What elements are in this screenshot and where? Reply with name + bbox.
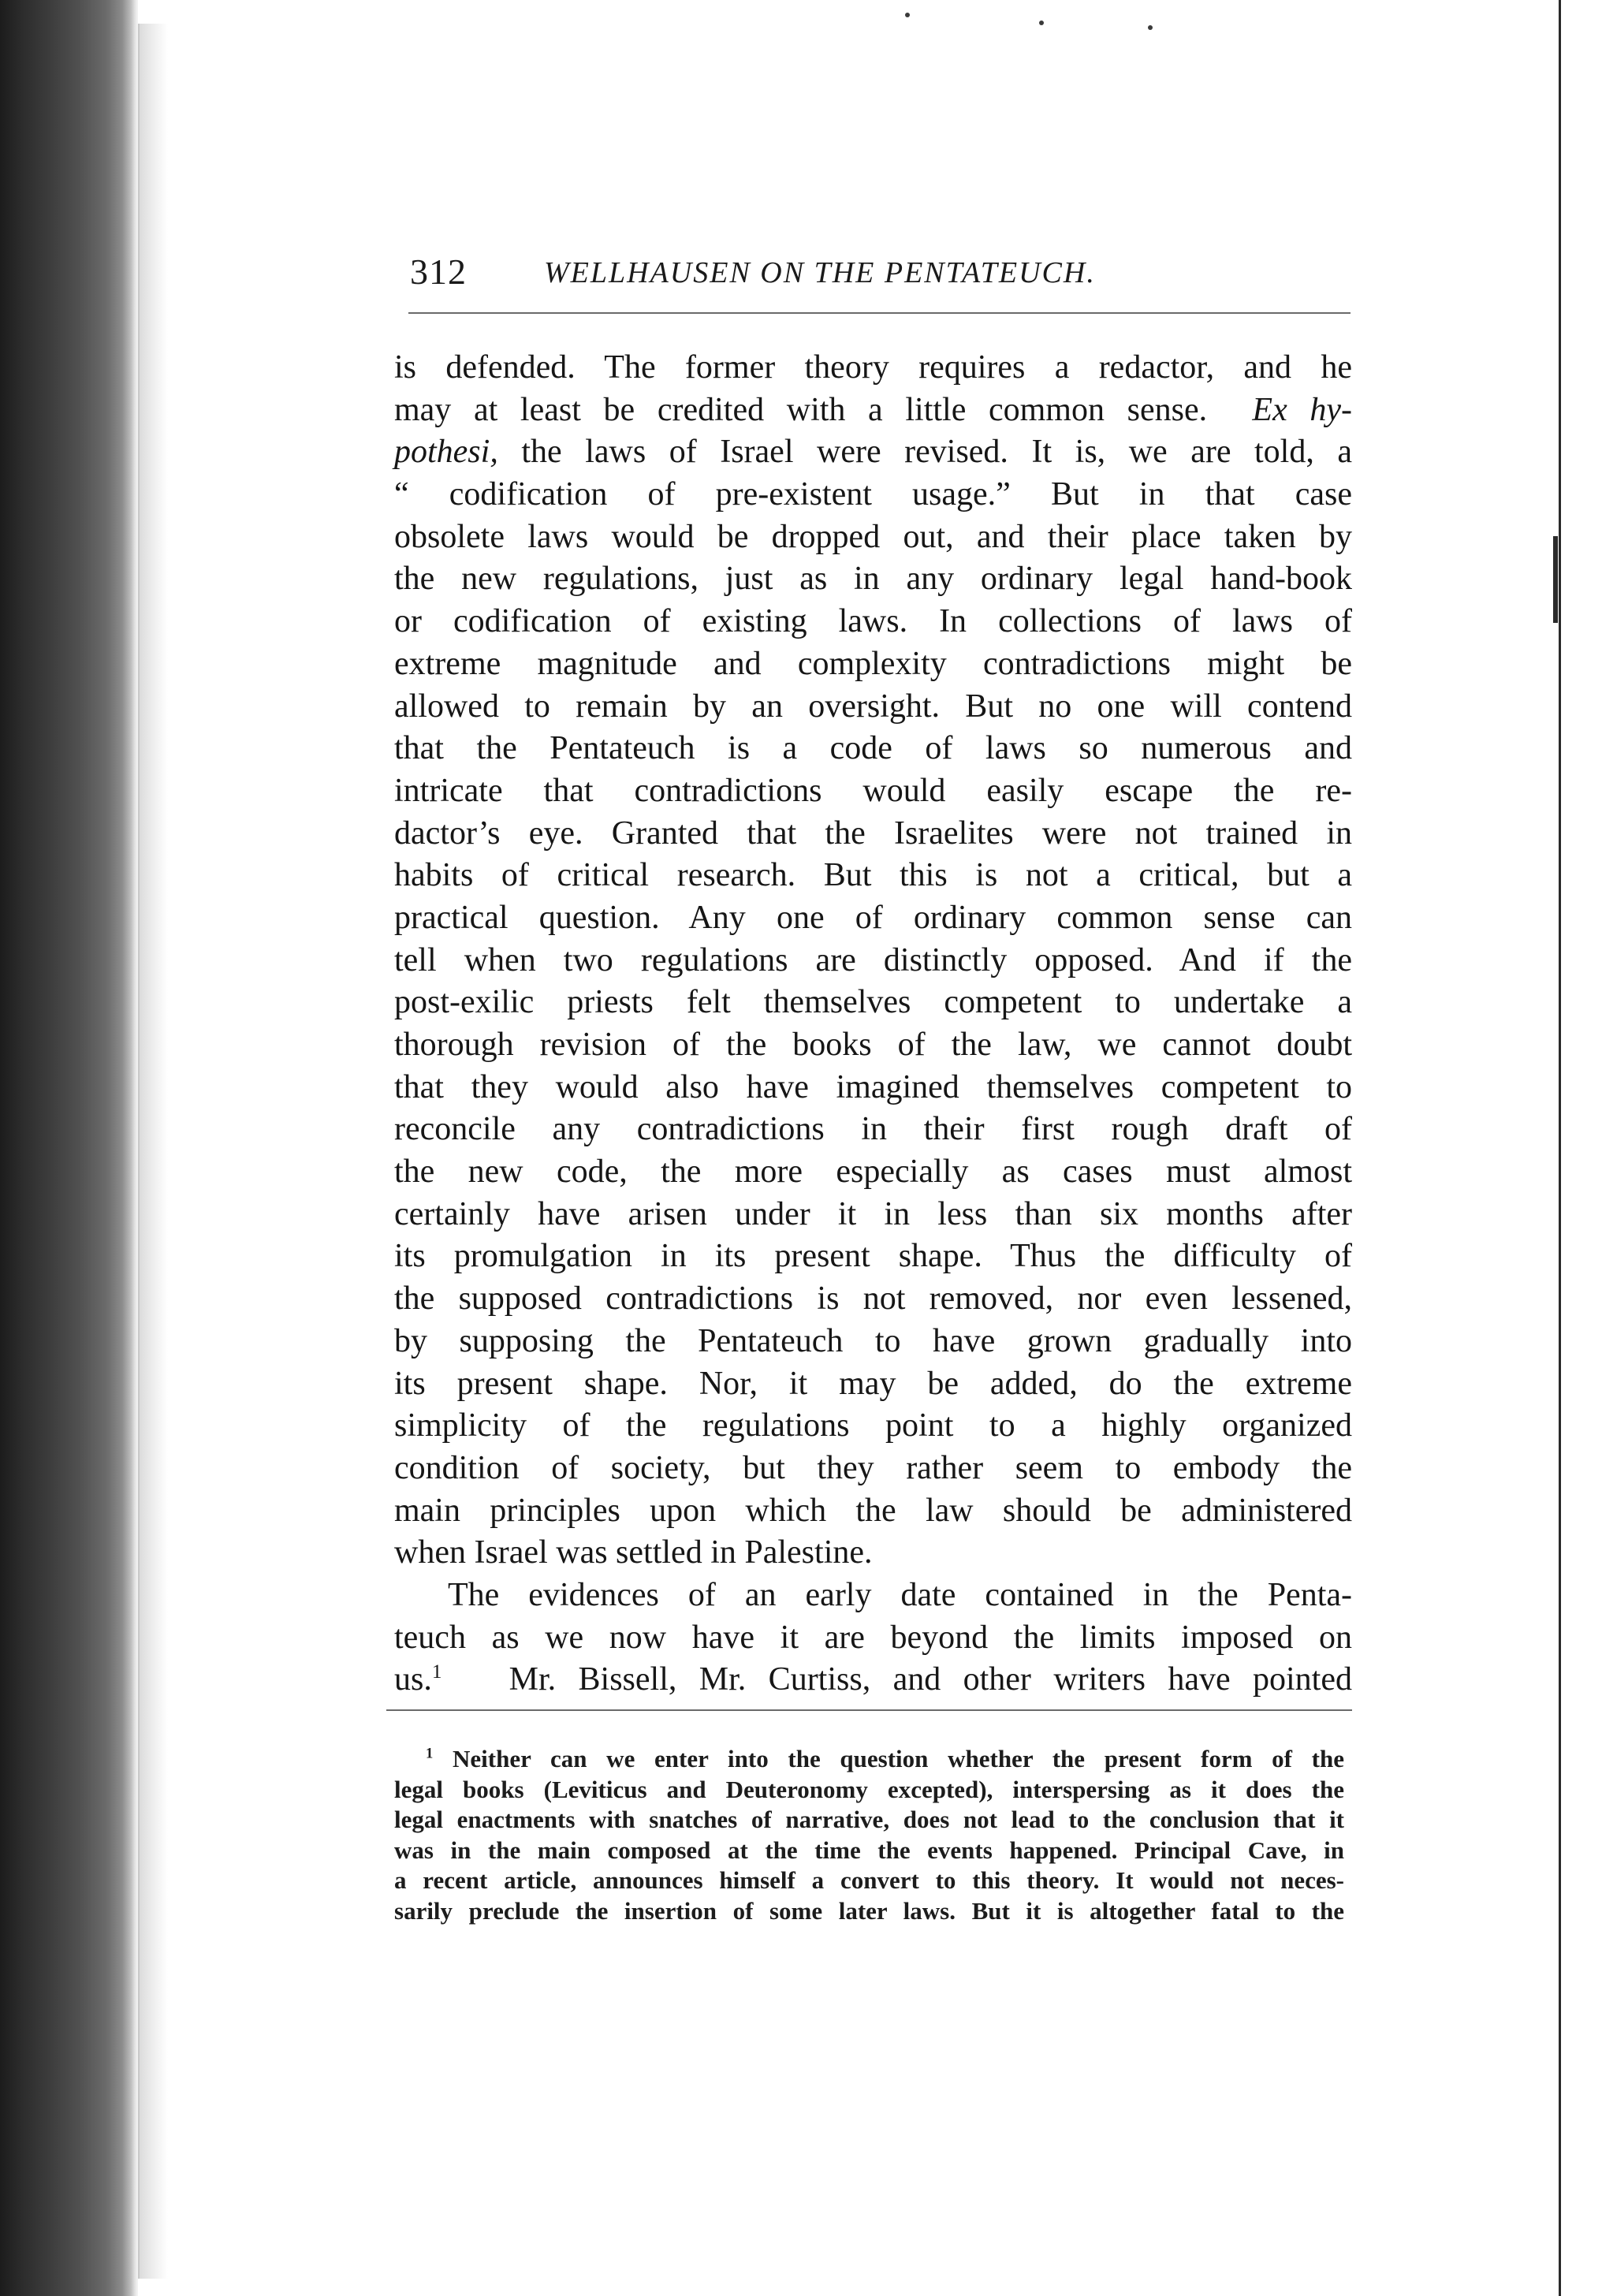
text-line: that the Pentateuch is a code of laws so numerous and [394, 730, 1352, 767]
text-line: by supposing the Pentateuch to have grown gradually into [394, 1322, 1352, 1359]
text-line: simplicity of the regulations point to a highly organized [394, 1407, 1352, 1444]
text-line: its present shape. Nor, it may be added, do the extreme [394, 1365, 1352, 1402]
text-line: tell when two regulations are distinctly opposed. And if the [394, 941, 1352, 978]
text-line-fragment: may at least be credited with a little common sense. [394, 391, 1208, 428]
text-line: allowed to remain by an oversight. But no one will contend [394, 688, 1352, 725]
text-line-fragment: the laws of Israel were revised. It is, we are told, a [497, 434, 1352, 471]
text-line: condition of society, but they rather seem to embody the [394, 1449, 1352, 1486]
footnote-line: a recent article, announces himself a convert to this theory. It would not neces- [394, 1866, 1344, 1894]
text-line: is defended. The former theory requires a redactor, and he [394, 349, 1352, 386]
text-line [394, 390, 1352, 432]
footnote-marker: 1 [426, 1745, 434, 1762]
text-line: the supposed contradictions is not removed, nor even lessened, [394, 1280, 1352, 1318]
paragraph-start-line: The evidences of an early date contained in the Penta- [448, 1576, 1352, 1613]
text-line: habits of critical research. But this is not a critical, but a [394, 857, 1352, 894]
body-text [394, 347, 1352, 1702]
footnote-line: legal enactments with snatches of narrative, does not lead to the conclusion that it [394, 1806, 1344, 1833]
running-head: WELLHAUSEN ON THE PENTATEUCH. [544, 256, 1096, 289]
footnote-line: sarily preclude the insertion of some later laws. But it is altogether fatal to the [394, 1896, 1344, 1925]
text-line [394, 1659, 1352, 1702]
footnote-reference: 1 [431, 1661, 442, 1683]
footnote-rule [386, 1709, 1352, 1711]
footnote-line: legal books (Leviticus and Deuteronomy excepted), interspersing as it does the [394, 1775, 1344, 1803]
footnote-text: Neither can we enter into the question whether the present form of the [453, 1745, 1344, 1772]
text-line: practical question. Any one of ordinary common sense can [394, 899, 1352, 936]
text-line: that they would also have imagined themselves competent to [394, 1068, 1352, 1105]
facing-page-edge [1559, 0, 1602, 2296]
text-line: obsolete laws would be dropped out, and their place taken by [394, 518, 1352, 555]
text-line: the new regulations, just as in any ordinary legal hand-book [394, 561, 1352, 598]
footnote-line [394, 1744, 1344, 1775]
text-line: the new code, the more especially as cases must almost [394, 1154, 1352, 1191]
scan-speck [905, 13, 910, 17]
italic-phrase: Ex hy- [1252, 391, 1352, 428]
text-line-fragment: us. [394, 1661, 432, 1698]
scan-speck [1148, 25, 1153, 30]
italic-phrase: pothesi, [394, 434, 498, 471]
text-line: certainly have arisen under it in less than six months after [394, 1195, 1352, 1232]
scan-speck [1039, 20, 1044, 25]
page-number: 312 [410, 252, 467, 292]
text-line: or codification of existing laws. In collections of laws of [394, 603, 1352, 640]
footnotes [394, 1744, 1344, 1926]
header-rule [408, 312, 1351, 314]
text-line: “ codification of pre-existent usage.” But in that case [394, 476, 1352, 513]
paragraph-end-line: when Israel was settled in Palestine. [394, 1534, 873, 1571]
book-binding-edge [0, 0, 138, 2296]
text-line: main principles upon which the law should be administered [394, 1492, 1352, 1529]
page-header [410, 251, 1364, 306]
text-line: teuch as we now have it are beyond the limits imposed on [394, 1619, 1352, 1656]
footnote-line: was in the main composed at the time the events happened. Principal Cave, in [394, 1836, 1344, 1864]
text-line: post-exilic priests felt themselves competent to undertake a [394, 984, 1352, 1021]
page-gutter-edge [138, 24, 168, 2279]
text-line [394, 431, 1352, 474]
text-line: reconcile any contradictions in their first rough draft of [394, 1111, 1352, 1148]
text-line: dactor’s eye. Granted that the Israelites were not trained in [394, 814, 1352, 852]
text-line-fragment: Mr. Bissell, Mr. Curtiss, and other writers have pointed [509, 1661, 1352, 1698]
text-line: its promulgation in its present shape. Thus the difficulty of [394, 1238, 1352, 1275]
text-line: thorough revision of the books of the law, we cannot doubt [394, 1027, 1352, 1063]
text-line: extreme magnitude and complexity contradictions might be [394, 645, 1352, 682]
text-line: intricate that contradictions would easily escape the re- [394, 772, 1352, 809]
